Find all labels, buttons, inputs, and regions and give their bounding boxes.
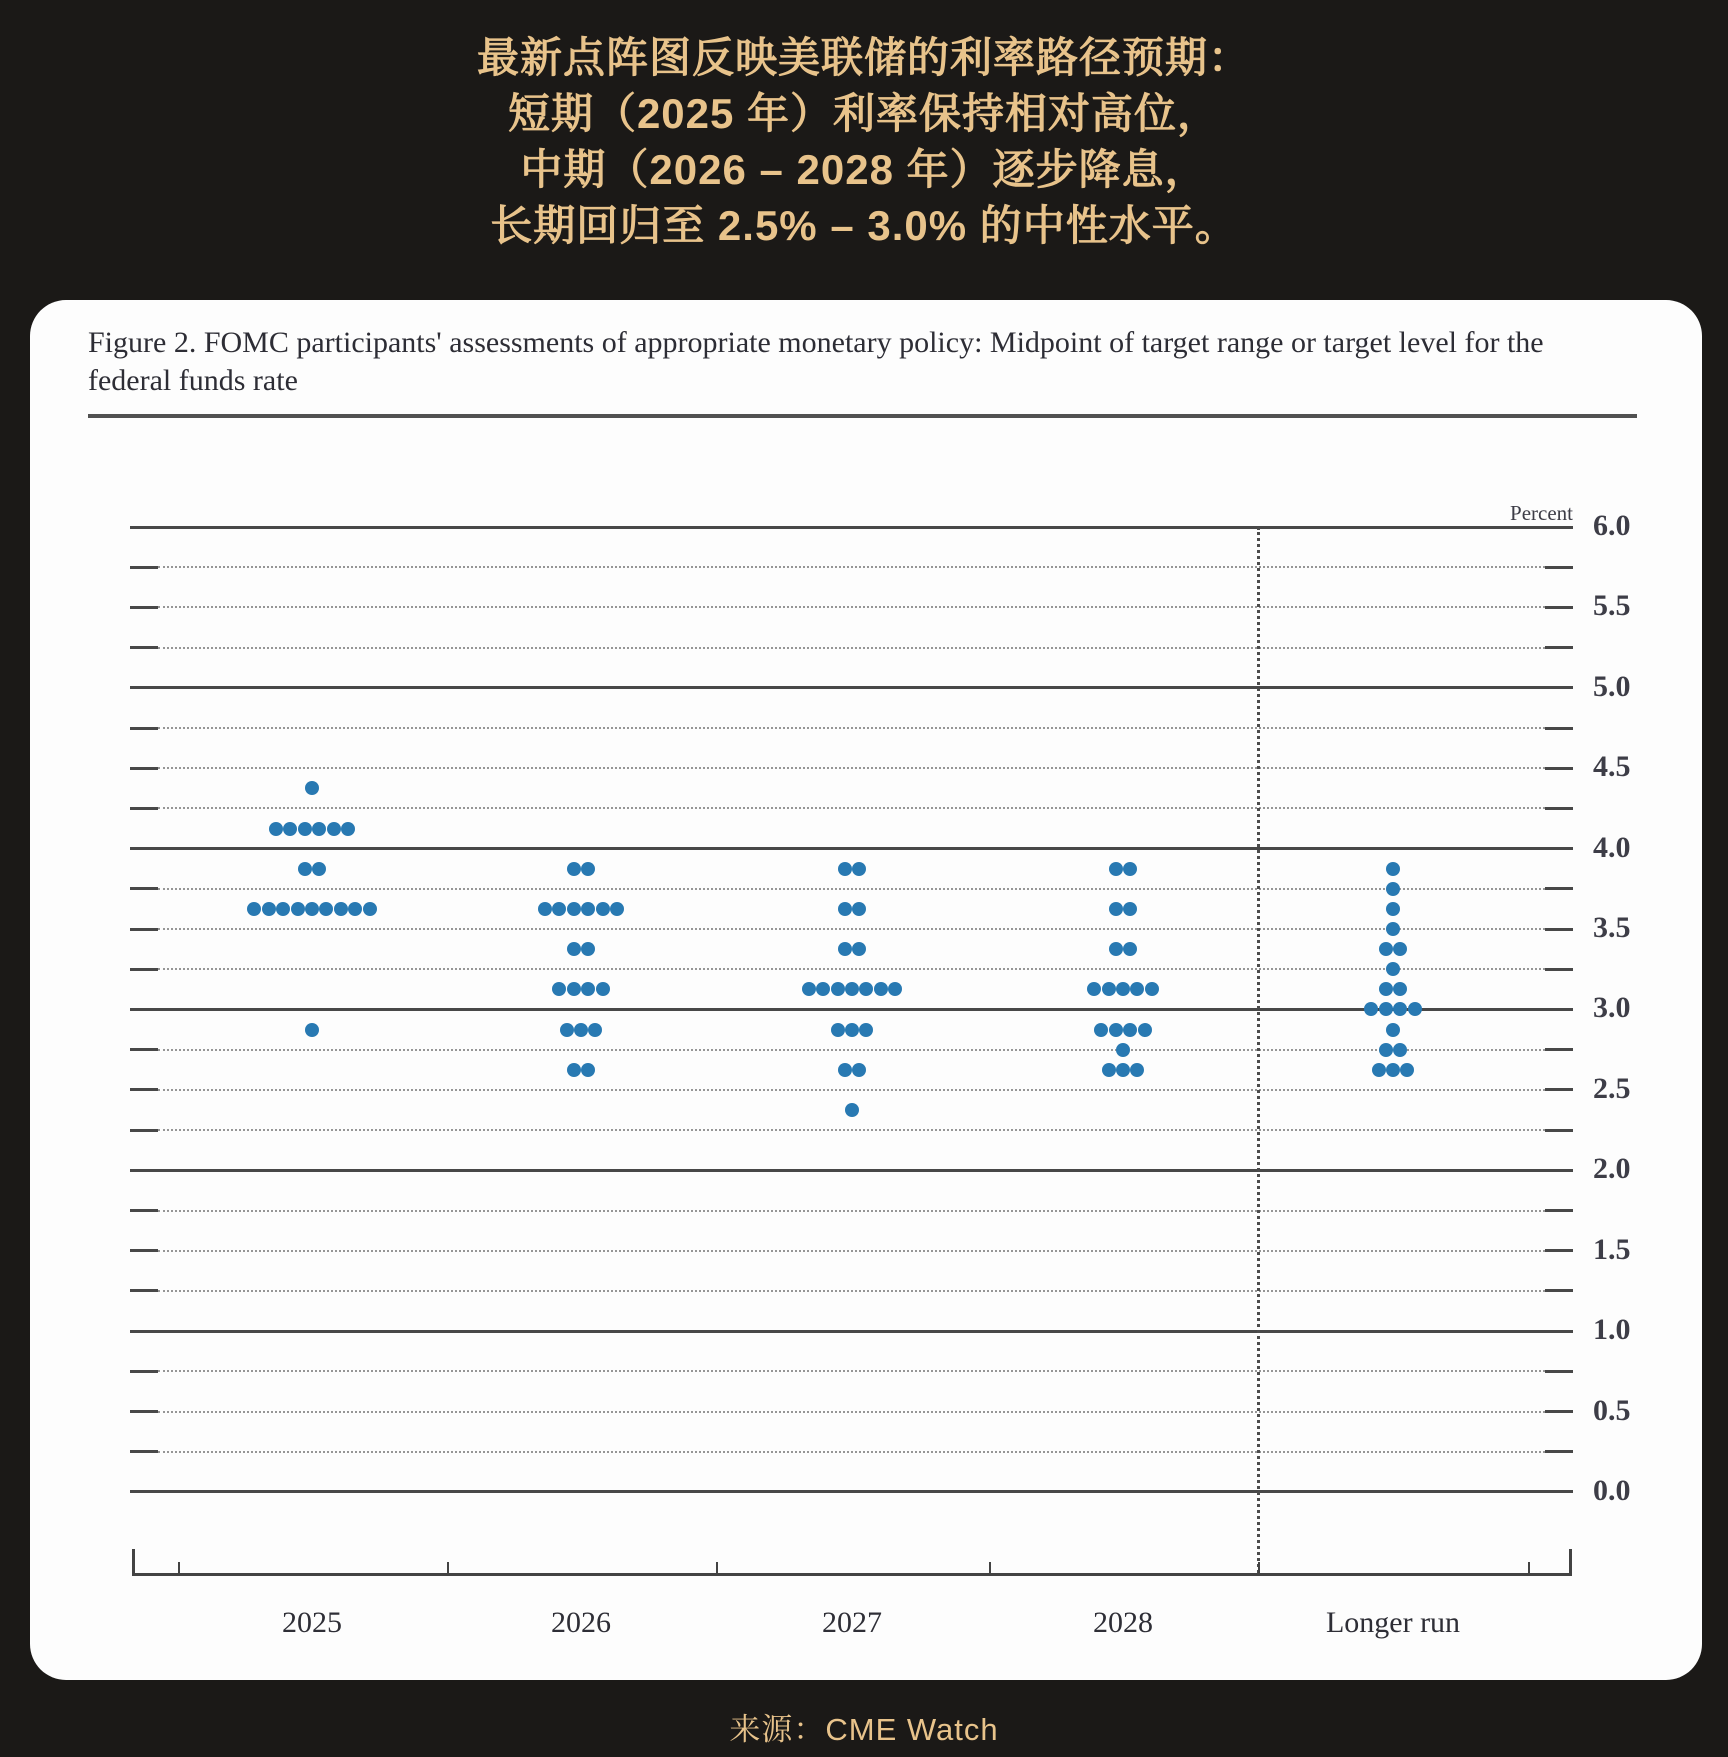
x-axis-region-tick: [447, 1562, 449, 1573]
projection-dot: [538, 902, 552, 916]
projection-dot: [831, 1023, 845, 1037]
gridline-dotted: [158, 928, 1545, 930]
projection-dot: [838, 1063, 852, 1077]
x-axis-region-tick: [1528, 1562, 1530, 1573]
y-axis-tick-label: 4.5: [1593, 750, 1631, 784]
gridline-left-tick: [130, 1249, 158, 1252]
gridline-dotted: [158, 1089, 1545, 1091]
projection-dot: [1386, 922, 1400, 936]
projection-dot: [588, 1023, 602, 1037]
projection-dot: [1130, 982, 1144, 996]
gridline-dotted: [158, 1129, 1545, 1131]
projection-dot: [838, 902, 852, 916]
gridline-dotted: [158, 1451, 1545, 1453]
gridline-solid: [130, 1008, 1573, 1011]
gridline-dotted: [158, 888, 1545, 890]
gridline-dotted: [158, 968, 1545, 970]
projection-dot: [1123, 942, 1137, 956]
x-axis-category-label: Longer run: [1325, 1606, 1461, 1639]
title-line-4: 长期回归至 2.5% – 3.0% 的中性水平。: [490, 202, 1238, 249]
dot-plot: [30, 300, 1702, 1680]
projection-dot: [327, 822, 341, 836]
y-axis-tick-label: 4.0: [1593, 830, 1631, 864]
projection-dot: [1102, 1063, 1116, 1077]
projection-dot: [247, 902, 261, 916]
projection-dot: [567, 982, 581, 996]
projection-dot: [610, 902, 624, 916]
gridline-left-tick: [130, 968, 158, 971]
gridline-right-tick: [1545, 566, 1573, 569]
gridline-left-tick: [130, 1088, 158, 1091]
projection-dot: [1123, 862, 1137, 876]
y-axis-tick-label: 1.0: [1593, 1313, 1631, 1347]
projection-dot: [1123, 1023, 1137, 1037]
x-axis-category-label: 2025: [282, 1606, 342, 1639]
projection-dot: [874, 982, 888, 996]
projection-dot: [319, 902, 333, 916]
projection-dot: [1386, 902, 1400, 916]
gridline-right-tick: [1545, 1289, 1573, 1292]
gridline-dotted: [158, 1411, 1545, 1413]
gridline-left-tick: [130, 1450, 158, 1453]
projection-dot: [1109, 1023, 1123, 1037]
gridline-right-tick: [1545, 968, 1573, 971]
gridline-right-tick: [1545, 928, 1573, 931]
y-axis-tick-label: 0.0: [1593, 1473, 1631, 1507]
projection-dot: [1386, 962, 1400, 976]
x-axis-line: [132, 1573, 1572, 1576]
projection-dot: [859, 1023, 873, 1037]
projection-dot: [1400, 1063, 1414, 1077]
projection-dot: [305, 781, 319, 795]
gridline-left-tick: [130, 807, 158, 810]
gridline-solid: [130, 1490, 1573, 1493]
gridline-dotted: [158, 606, 1545, 608]
projection-dot: [838, 942, 852, 956]
y-axis-tick-label: 5.5: [1593, 589, 1631, 623]
projection-dot: [269, 822, 283, 836]
projection-dot: [363, 902, 377, 916]
projection-dot: [298, 822, 312, 836]
gridline-solid: [130, 847, 1573, 850]
gridline-right-tick: [1545, 887, 1573, 890]
gridline-right-tick: [1545, 1129, 1573, 1132]
y-axis-tick-label: 3.0: [1593, 991, 1631, 1025]
x-axis-region-tick: [178, 1562, 180, 1573]
projection-dot: [581, 942, 595, 956]
x-axis-category-label: 2026: [551, 1606, 611, 1639]
projection-dot: [262, 902, 276, 916]
projection-dot: [567, 1063, 581, 1077]
projection-dot: [581, 862, 595, 876]
projection-dot: [341, 822, 355, 836]
gridline-left-tick: [130, 1289, 158, 1292]
y-axis-tick-label: 2.5: [1593, 1071, 1631, 1105]
projection-dot: [1386, 882, 1400, 896]
projection-dot: [1116, 982, 1130, 996]
projection-dot: [1130, 1063, 1144, 1077]
projection-dot: [845, 1023, 859, 1037]
x-axis-region-tick: [1258, 1562, 1260, 1573]
gridline-dotted: [158, 1250, 1545, 1252]
x-axis-end-tick: [1569, 1549, 1572, 1573]
gridline-left-tick: [130, 1410, 158, 1413]
projection-dot: [1393, 942, 1407, 956]
projection-dot: [852, 942, 866, 956]
gridline-right-tick: [1545, 1370, 1573, 1373]
projection-dot: [1379, 1043, 1393, 1057]
gridline-left-tick: [130, 887, 158, 890]
projection-dot: [852, 862, 866, 876]
projection-dot: [1379, 982, 1393, 996]
gridline-solid: [130, 526, 1573, 529]
gridline-left-tick: [130, 928, 158, 931]
gridline-solid: [130, 1330, 1573, 1333]
y-axis-tick-label: 3.5: [1593, 911, 1631, 945]
projection-dot: [596, 902, 610, 916]
projection-dot: [802, 982, 816, 996]
projection-dot: [552, 982, 566, 996]
projection-dot: [1372, 1063, 1386, 1077]
gridline-right-tick: [1545, 1209, 1573, 1212]
projection-dot: [276, 902, 290, 916]
gridline-left-tick: [130, 566, 158, 569]
projection-dot: [1386, 1023, 1400, 1037]
projection-dot: [1123, 902, 1137, 916]
projection-dot: [567, 862, 581, 876]
title-line-2: 短期（2025 年）利率保持相对高位，: [507, 90, 1221, 137]
projection-dot: [1116, 1043, 1130, 1057]
gridline-left-tick: [130, 1129, 158, 1132]
projection-dot: [567, 902, 581, 916]
x-axis-region-tick: [989, 1562, 991, 1573]
projection-dot: [581, 982, 595, 996]
projection-dot: [312, 862, 326, 876]
projection-dot: [838, 862, 852, 876]
gridline-left-tick: [130, 606, 158, 609]
projection-dot: [348, 902, 362, 916]
gridline-right-tick: [1545, 807, 1573, 810]
projection-dot: [567, 942, 581, 956]
projection-dot: [312, 822, 326, 836]
gridline-right-tick: [1545, 606, 1573, 609]
projection-dot: [1393, 1043, 1407, 1057]
projection-dot: [1408, 1002, 1422, 1016]
gridline-dotted: [158, 1290, 1545, 1292]
gridline-right-tick: [1545, 1450, 1573, 1453]
figure-caption: Figure 2. FOMC participants' assessments of appropriate monetary policy: Midpoint of target range or target level for the federal funds rate: [88, 326, 1544, 397]
projection-dot: [831, 982, 845, 996]
x-axis-region-tick: [716, 1562, 718, 1573]
projection-dot: [305, 902, 319, 916]
gridline-left-tick: [130, 727, 158, 730]
gridline-dotted: [158, 727, 1545, 729]
projection-dot: [1094, 1023, 1108, 1037]
gridline-right-tick: [1545, 646, 1573, 649]
gridline-dotted: [158, 1370, 1545, 1372]
x-axis-category-label: 2028: [1093, 1606, 1153, 1639]
y-axis-tick-label: 2.0: [1593, 1152, 1631, 1186]
projection-dot: [845, 982, 859, 996]
title-line-3: 中期（2026 – 2028 年）逐步降息，: [520, 146, 1208, 193]
gridline-right-tick: [1545, 1249, 1573, 1252]
projection-dot: [1379, 1002, 1393, 1016]
projection-dot: [291, 902, 305, 916]
gridline-right-tick: [1545, 1088, 1573, 1091]
projection-dot: [1116, 1063, 1130, 1077]
projection-dot: [1386, 1063, 1400, 1077]
projection-dot: [1102, 982, 1116, 996]
projection-dot: [1379, 942, 1393, 956]
gridline-solid: [130, 686, 1573, 689]
longer-run-separator: [1257, 527, 1260, 1573]
gridline-left-tick: [130, 1209, 158, 1212]
projection-dot: [1145, 982, 1159, 996]
projection-dot: [1109, 942, 1123, 956]
x-axis-category-label: 2027: [822, 1606, 882, 1639]
projection-dot: [574, 1023, 588, 1037]
y-axis-tick-label: 0.5: [1593, 1393, 1631, 1427]
projection-dot: [852, 1063, 866, 1077]
projection-dot: [298, 862, 312, 876]
projection-dot: [1386, 862, 1400, 876]
gridline-right-tick: [1545, 1048, 1573, 1051]
projection-dot: [596, 982, 610, 996]
projection-dot: [1393, 982, 1407, 996]
projection-dot: [1393, 1002, 1407, 1016]
projection-dot: [845, 1103, 859, 1117]
gridline-dotted: [158, 1049, 1545, 1051]
gridline-left-tick: [130, 1370, 158, 1373]
source-line: 来源：CME Watch: [729, 1712, 999, 1747]
y-axis-tick-label: 5.0: [1593, 669, 1631, 703]
projection-dot: [888, 982, 902, 996]
gridline-solid: [130, 1169, 1573, 1172]
gridline-dotted: [158, 807, 1545, 809]
projection-dot: [1109, 862, 1123, 876]
gridline-dotted: [158, 767, 1545, 769]
projection-dot: [1109, 902, 1123, 916]
projection-dot: [581, 902, 595, 916]
projection-dot: [1364, 1002, 1378, 1016]
x-axis-end-tick: [132, 1549, 135, 1573]
projection-dot: [552, 902, 566, 916]
projection-dot: [852, 902, 866, 916]
projection-dot: [1087, 982, 1101, 996]
gridline-left-tick: [130, 1048, 158, 1051]
gridline-dotted: [158, 647, 1545, 649]
y-axis-tick-label: 6.0: [1593, 509, 1631, 542]
projection-dot: [581, 1063, 595, 1077]
y-axis-tick-label: 1.5: [1593, 1232, 1631, 1266]
projection-dot: [305, 1023, 319, 1037]
axis-unit-label: Percent: [1510, 501, 1573, 525]
page-title: [0, 30, 1728, 254]
gridline-dotted: [158, 1210, 1545, 1212]
gridline-right-tick: [1545, 727, 1573, 730]
projection-dot: [859, 982, 873, 996]
projection-dot: [816, 982, 830, 996]
gridline-right-tick: [1545, 767, 1573, 770]
projection-dot: [560, 1023, 574, 1037]
projection-dot: [334, 902, 348, 916]
gridline-right-tick: [1545, 1410, 1573, 1413]
gridline-dotted: [158, 566, 1545, 568]
figure-card: [30, 300, 1702, 1680]
projection-dot: [1138, 1023, 1152, 1037]
gridline-left-tick: [130, 767, 158, 770]
title-line-1: 最新点阵图反映美联储的利率路径预期：: [476, 34, 1251, 81]
projection-dot: [283, 822, 297, 836]
gridline-left-tick: [130, 646, 158, 649]
